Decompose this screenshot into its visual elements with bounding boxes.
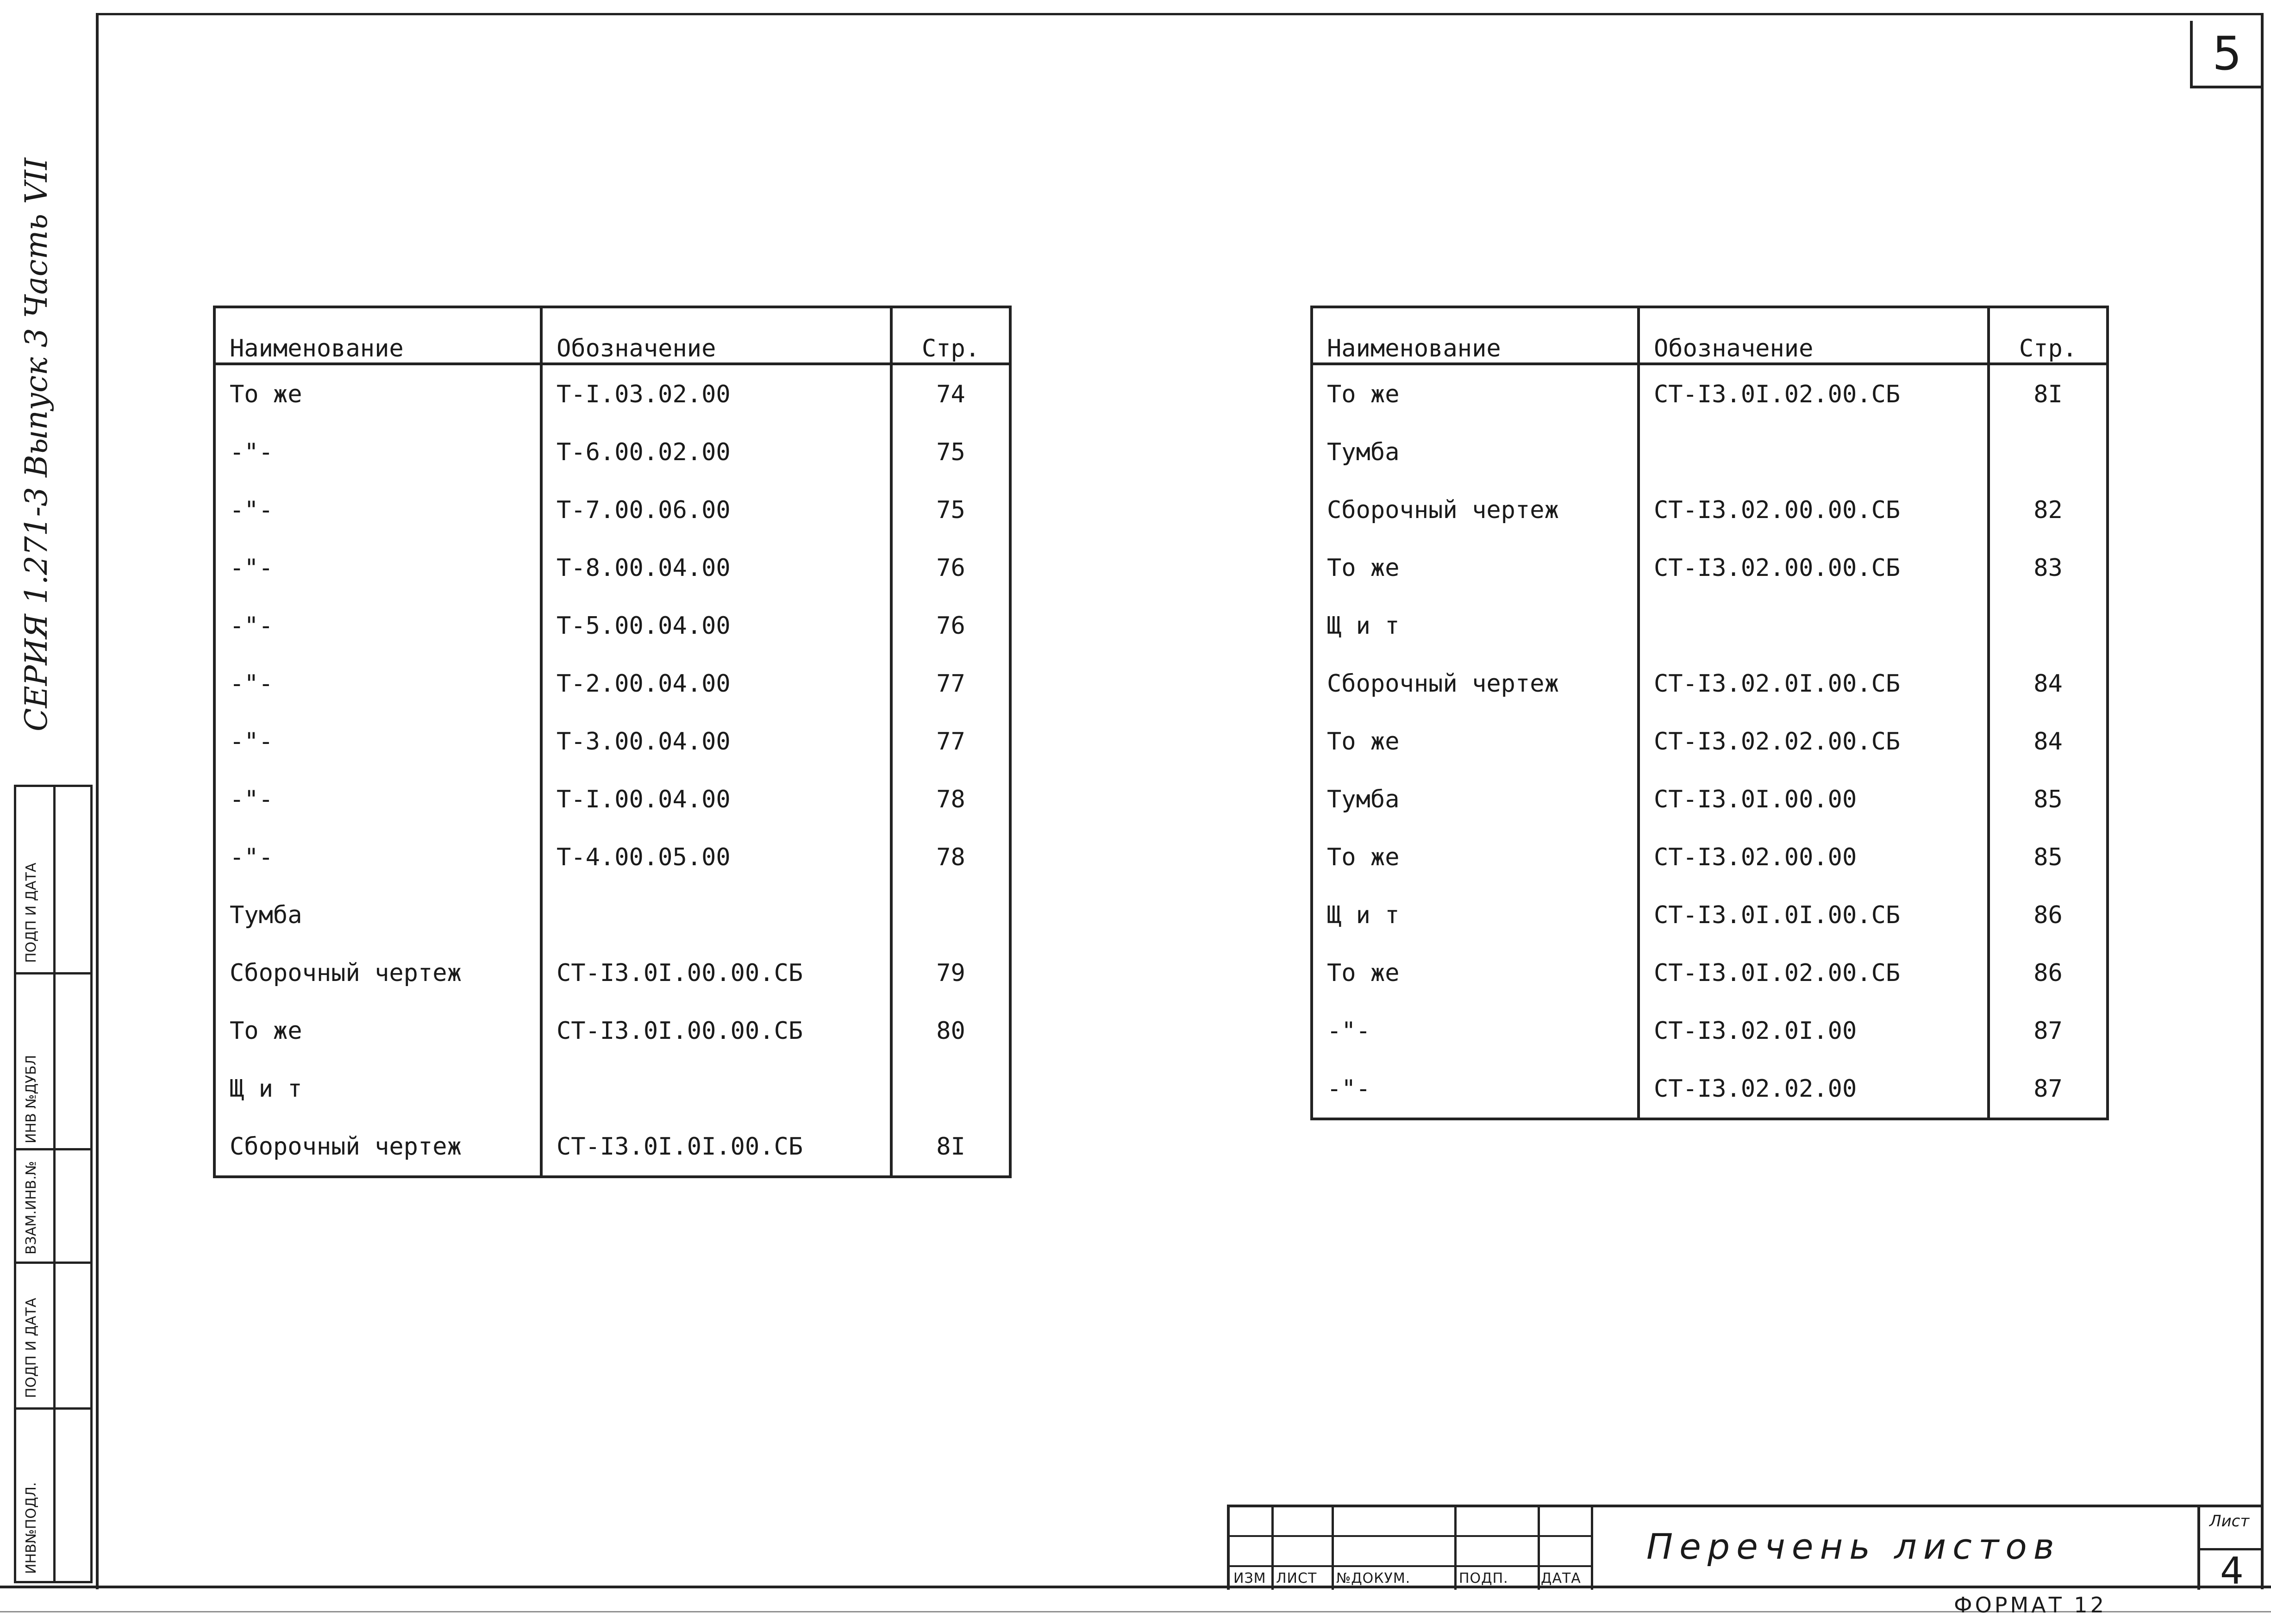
cell-name: -"-	[1327, 1017, 1370, 1045]
table-row	[1312, 828, 2108, 886]
side-stamp-divider	[53, 787, 56, 1581]
side-stamp-row	[16, 972, 90, 974]
column-header-designation: Обозначение	[1639, 307, 1989, 364]
cell-name: -"-	[230, 438, 273, 466]
cell-name: То же	[230, 380, 302, 408]
cell-page: 86	[1989, 886, 2108, 944]
table-row	[214, 539, 1010, 597]
cell-name: Сборочный чертеж	[230, 959, 462, 987]
column-header-designation: Обозначение	[541, 307, 891, 364]
cell-designation: Т-5.00.04.00	[541, 597, 891, 655]
cell-name: То же	[1327, 843, 1400, 871]
cell-page: 75	[891, 423, 1010, 481]
cell-name: То же	[1327, 959, 1400, 987]
cell-page	[1989, 597, 2108, 655]
table-row	[1312, 1002, 2108, 1060]
document-title: Перечень листов	[1646, 1526, 2061, 1567]
table-header-row	[214, 307, 1010, 364]
label-izm: ИЗМ	[1233, 1570, 1266, 1587]
table-row	[1312, 364, 2108, 423]
cell-page: 84	[1989, 712, 2108, 770]
side-stamp-label: ПОДП И ДАТА	[23, 862, 39, 963]
sheet-label: Лист	[2209, 1512, 2250, 1530]
cell-designation: Т-7.00.06.00	[541, 481, 891, 539]
cell-name: Тумба	[1327, 438, 1400, 466]
grid-line	[1271, 1507, 1274, 1590]
cell-page: 74	[891, 364, 1010, 423]
side-stamp-row	[16, 1148, 90, 1150]
cell-page: 87	[1989, 1002, 2108, 1060]
cell-designation	[1639, 597, 1989, 655]
cell-name: -"-	[230, 785, 273, 813]
cell-designation: СТ-I3.02.00.00	[1639, 828, 1989, 886]
cell-name: Сборочный чертеж	[1327, 669, 1559, 698]
cell-page: 86	[1989, 944, 2108, 1002]
cell-page: 79	[891, 944, 1010, 1002]
cell-name: -"-	[230, 669, 273, 698]
table-row	[214, 423, 1010, 481]
table-row	[1312, 1060, 2108, 1119]
side-stamp-row	[16, 1407, 90, 1410]
sheet-box	[2197, 1507, 2264, 1593]
cell-designation: СТ-I3.0I.02.00.СБ	[1639, 364, 1989, 423]
cell-designation: Т-I.03.02.00	[541, 364, 891, 423]
cell-page: 76	[891, 597, 1010, 655]
cell-page: 77	[891, 655, 1010, 712]
cell-page	[1989, 423, 2108, 481]
cell-page: 80	[891, 1002, 1010, 1060]
cell-name: -"-	[230, 727, 273, 756]
cell-page: 83	[1989, 539, 2108, 597]
cell-designation: Т-3.00.04.00	[541, 712, 891, 770]
cell-designation	[541, 1060, 891, 1118]
label-date: ДАТА	[1541, 1570, 1581, 1587]
label-sign: ПОДП.	[1459, 1570, 1508, 1587]
cell-name: Тумба	[1327, 785, 1400, 813]
cell-name: -"-	[230, 496, 273, 524]
table-row	[214, 1060, 1010, 1118]
side-stamp-label: ИНВ №ДУБЛ	[23, 1055, 39, 1143]
bottom-border-faint	[0, 1611, 2271, 1612]
cell-designation	[541, 886, 891, 944]
cell-name: Сборочный чертеж	[230, 1132, 462, 1161]
table-row	[214, 364, 1010, 423]
cell-page: 85	[1989, 828, 2108, 886]
sheet-list-table-right	[1310, 306, 2109, 1120]
table-row	[214, 944, 1010, 1002]
cell-name: -"-	[230, 843, 273, 871]
cell-designation: СТ-I3.0I.00.00.СБ	[541, 944, 891, 1002]
cell-designation: СТ-I3.02.00.00.СБ	[1639, 539, 1989, 597]
cell-page: 8I	[1989, 364, 2108, 423]
grid-line	[1538, 1507, 1540, 1590]
column-header-name: Наименование	[214, 307, 541, 364]
table-row	[214, 770, 1010, 828]
cell-name: То же	[1327, 380, 1400, 408]
table-header-row	[1312, 307, 2108, 364]
cell-designation: Т-8.00.04.00	[541, 539, 891, 597]
cell-designation: СТ-I3.0I.0I.00.СБ	[1639, 886, 1989, 944]
cell-name: -"-	[230, 554, 273, 582]
cell-designation: СТ-I3.0I.02.00.СБ	[1639, 944, 1989, 1002]
cell-name: Сборочный чертеж	[1327, 496, 1559, 524]
cell-designation	[1639, 423, 1989, 481]
sheet-list-table-left	[213, 306, 1012, 1178]
cell-designation: СТ-I3.02.02.00.СБ	[1639, 712, 1989, 770]
grid-line	[1591, 1507, 1593, 1590]
cell-page: 82	[1989, 481, 2108, 539]
cell-page: 76	[891, 539, 1010, 597]
cell-name: То же	[1327, 554, 1400, 582]
cell-page: 8I	[891, 1118, 1010, 1177]
cell-page: 78	[891, 828, 1010, 886]
grid-line	[1332, 1507, 1334, 1590]
table-row	[214, 712, 1010, 770]
table-row	[1312, 886, 2108, 944]
cell-name: Щ и т	[1327, 901, 1400, 929]
table-row	[1312, 655, 2108, 712]
cell-name: То же	[1327, 727, 1400, 756]
cell-name: Тумба	[230, 901, 302, 929]
cell-designation: СТ-I3.0I.00.00	[1639, 770, 1989, 828]
format-label: ФОРМАТ 12	[1954, 1593, 2107, 1618]
series-label: СЕРИЯ 1.271-3 Выпуск 3 Часть VII	[19, 157, 54, 731]
cell-designation: СТ-I3.0I.00.00.СБ	[541, 1002, 891, 1060]
grid-line	[1230, 1565, 1591, 1567]
table-row	[1312, 712, 2108, 770]
side-stamp-label: ПОДП И ДАТА	[23, 1298, 39, 1398]
cell-name: -"-	[1327, 1074, 1370, 1103]
grid-line	[1230, 1535, 1591, 1537]
side-stamp-label: ВЗАМ.ИНВ.№	[23, 1161, 39, 1255]
cell-name: -"-	[230, 612, 273, 640]
table-row	[214, 597, 1010, 655]
table-row	[214, 828, 1010, 886]
column-header-name: Наименование	[1312, 307, 1639, 364]
cell-designation: СТ-I3.02.00.00.СБ	[1639, 481, 1989, 539]
title-block	[1227, 1505, 2261, 1593]
cell-page: 78	[891, 770, 1010, 828]
cell-page: 75	[891, 481, 1010, 539]
table-row	[214, 1118, 1010, 1177]
page-number: 5	[2190, 21, 2261, 88]
table-row	[214, 886, 1010, 944]
table-row	[1312, 770, 2108, 828]
side-stamp-label: ИНВ№ПОДЛ.	[23, 1482, 39, 1574]
table-row	[1312, 597, 2108, 655]
cell-page: 77	[891, 712, 1010, 770]
cell-page	[891, 886, 1010, 944]
cell-page	[891, 1060, 1010, 1118]
cell-name: Щ и т	[1327, 612, 1400, 640]
cell-designation: СТ-I3.0I.0I.00.СБ	[541, 1118, 891, 1177]
cell-name: Щ и т	[230, 1074, 302, 1103]
cell-designation: Т-2.00.04.00	[541, 655, 891, 712]
revision-grid	[1230, 1507, 1591, 1590]
cell-designation: Т-6.00.02.00	[541, 423, 891, 481]
sheet-number: 4	[2200, 1548, 2264, 1592]
table-row	[214, 1002, 1010, 1060]
cell-designation: СТ-I3.02.02.00	[1639, 1060, 1989, 1119]
table-row	[214, 655, 1010, 712]
cell-page: 87	[1989, 1060, 2108, 1119]
label-list: ЛИСТ	[1276, 1570, 1317, 1587]
label-doc: №ДОКУМ.	[1336, 1570, 1411, 1587]
table-row	[1312, 423, 2108, 481]
cell-designation: Т-4.00.05.00	[541, 828, 891, 886]
column-header-page: Стр.	[891, 307, 1010, 364]
cell-page: 85	[1989, 770, 2108, 828]
cell-designation: СТ-I3.02.0I.00.СБ	[1639, 655, 1989, 712]
table-row	[1312, 539, 2108, 597]
grid-line	[1454, 1507, 1457, 1590]
cell-designation: Т-I.00.04.00	[541, 770, 891, 828]
cell-name: То же	[230, 1017, 302, 1045]
cell-designation: СТ-I3.02.0I.00	[1639, 1002, 1989, 1060]
table-row	[214, 481, 1010, 539]
side-stamp-row	[16, 1262, 90, 1264]
table-row	[1312, 481, 2108, 539]
cell-page: 84	[1989, 655, 2108, 712]
table-row	[1312, 944, 2108, 1002]
column-header-page: Стр.	[1989, 307, 2108, 364]
side-stamp	[14, 785, 93, 1583]
